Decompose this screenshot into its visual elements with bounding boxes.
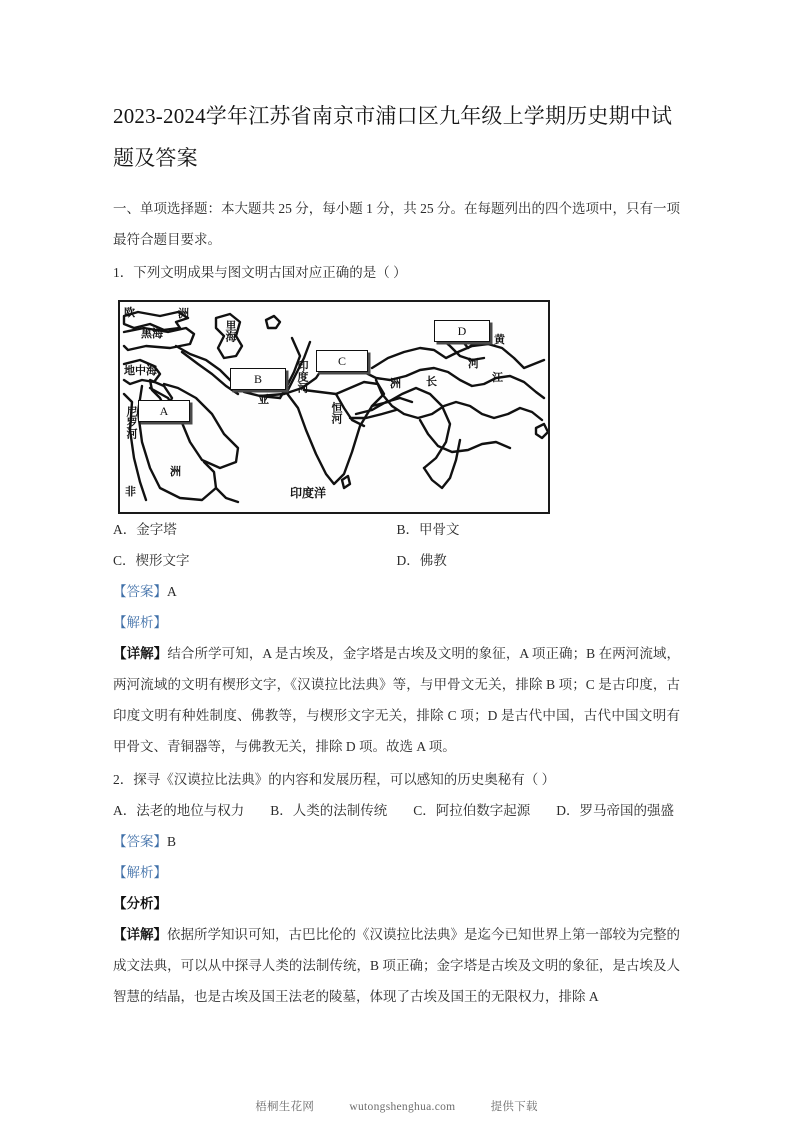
map-callout-box-b: B [230,368,286,390]
map-label-nile-river: 尼罗河 [125,406,138,439]
question-2-outline-tag-line [113,888,680,919]
question-1-analysis-tag-line [113,607,680,638]
map-label-europe-continent: 洲 [178,307,189,320]
map-label-africa-zhou: 洲 [170,465,181,478]
question-2-detail [113,919,680,1012]
question-1-option-d[interactable]: D．佛教 [396,553,447,568]
question-1-options-row2 [113,545,680,576]
map-label-indian-ocean: 印度洋 [290,486,327,500]
map-label-indus-river: 印度河 [296,360,309,393]
question-2-option-c[interactable]: C．阿拉伯数字起源 [413,803,531,818]
map-label-black-sea: 黑海 [141,327,163,340]
question-1-option-c[interactable]: C．楔形文字 [113,553,190,568]
map-label-asia-zhou-east: 洲 [390,377,401,390]
question-1-map-figure [118,300,550,514]
footer-site-name: 梧桐生花网 [255,1101,315,1113]
map-callout-box-c: C [316,350,368,372]
question-1-option-a[interactable]: A．金字塔 [113,522,177,537]
map-callout-box-a: A [138,400,190,422]
question-1-option-b[interactable]: B．甲骨文 [396,522,460,537]
map-label-mediterranean-sea: 地中海 [124,364,157,377]
question-2-options [113,795,680,826]
answer-value: B [167,834,177,849]
footer-domain: wutongshenghua.com [349,1101,456,1113]
answer-tag: 【答案】 [113,834,167,849]
outline-tag: 【分析】 [113,896,167,911]
question-2-option-d[interactable]: D．罗马帝国的强盛 [556,803,675,818]
answer-value: A [167,584,177,599]
map-label-asia-ya: 亚 [258,393,269,406]
question-2-analysis-tag-line [113,857,680,888]
detail-text: 结合所学可知，A 是古埃及，金字塔是古埃及文明的象征，A 项正确；B 在两河流域，两河流域的文明有楔形文字，《汉谟拉比法典》等，与甲骨文无关，排除 B 项；C 是古印度，古印度文明有种姓制度、佛教等，与楔形文字无关，排除 C 项；D 是古代中国，古代中国文明有甲骨文、青铜器等，与佛教无关，排除 D 项。故选 A 项。 [113,646,681,754]
question-1-detail [113,638,680,762]
section-intro: 一、单项选择题：本大题共 25 分，每小题 1 分，共 25 分。在每题列出的四个选项中，只有一项最符合题目要求。 [113,201,680,247]
map-label-yangtze-jiang: 江 [492,371,503,384]
map-label-yellow-river-huang: 黄 [494,333,505,346]
question-2-option-b[interactable]: B．人类的法制传统 [270,803,388,818]
analysis-tag: 【解析】 [113,615,167,630]
question-2-stem: 2．探寻《汉谟拉比法典》的内容和发展历程，可以感知的历史奥秘有（ ） [113,772,556,787]
footer-action: 提供下载 [490,1101,538,1113]
question-1-options [113,514,680,545]
document-page [113,0,680,1122]
map-callout-box-d: D [434,320,490,342]
map-label-europe: 欧 [124,306,135,319]
map-label-ganges-river: 恒河 [330,402,343,424]
question-1-stem: 1．下列文明成果与图文明古国对应正确的是（ ） [113,265,407,280]
map-label-yangtze-chang: 长 [426,375,437,388]
detail-tag: 【详解】 [113,646,168,661]
map-label-yellow-river-he: 河 [468,357,479,370]
question-2-answer-line [113,826,680,857]
detail-tag: 【详解】 [113,927,167,942]
answer-tag: 【答案】 [113,584,167,599]
map-label-caspian-sea: 里海 [224,320,237,342]
analysis-tag: 【解析】 [113,865,167,880]
question-2-option-a[interactable]: A．法老的地位与权力 [113,803,245,818]
page-title: 2023-2024学年江苏省南京市浦口区九年级上学期历史期中试题及答案 [113,104,673,170]
map-label-africa-fei: 非 [125,485,136,498]
map-frame [118,300,550,514]
page-footer [0,1098,793,1114]
question-1-answer-line [113,576,680,607]
detail-text: 依据所学知识可知，古巴比伦的《汉谟拉比法典》是迄今已知世界上第一部较为完整的成文法典，可以从中探寻人类的法制传统，B 项正确；金字塔是古埃及文明的象征，是古埃及人智慧的结晶，也是古埃及国王法老的陵墓，体现了古埃及国王的无限权力，排除 A [113,927,680,1004]
